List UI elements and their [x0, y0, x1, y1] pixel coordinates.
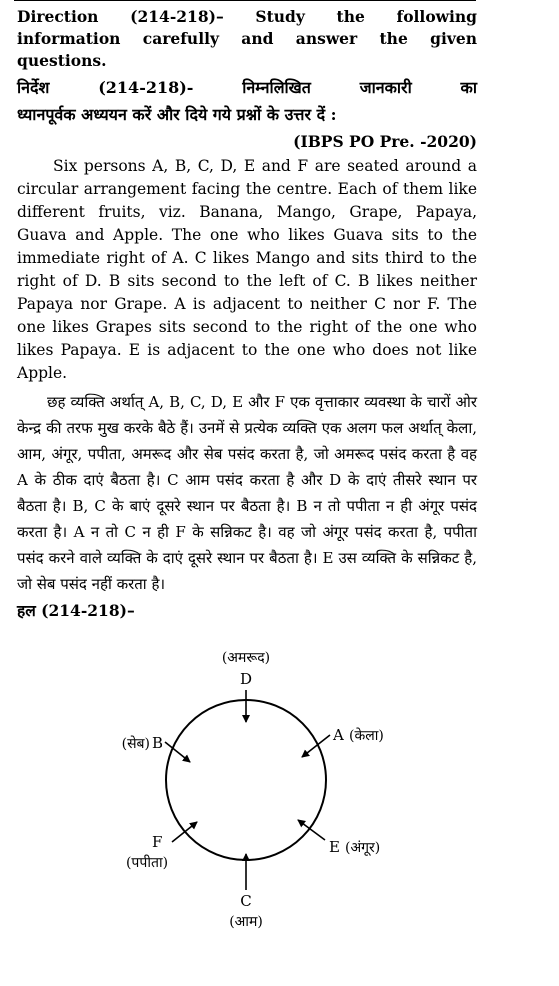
- direction-hindi: [17, 74, 477, 128]
- person-label-d: D: [239, 670, 253, 688]
- fruit-label-f: (पपीता): [125, 855, 169, 871]
- fruit-label-d: (अमरूद): [221, 650, 271, 666]
- person-label-c: C: [240, 892, 252, 910]
- exam-reference: (IBPS PO Pre. -2020): [293, 132, 477, 151]
- direction-word: निम्नलिखित: [242, 78, 311, 97]
- person-label-a: A: [333, 726, 344, 744]
- top-rule: [14, 0, 476, 1]
- direction-word: जानकारी: [359, 78, 412, 97]
- direction-word: the: [336, 7, 365, 26]
- direction-word: (214-218)-: [98, 78, 194, 97]
- fruit-label-e: (अंगूर): [345, 840, 381, 856]
- person-label-f: F: [152, 833, 163, 851]
- solution-heading: हल (214-218)–: [17, 601, 135, 620]
- seating-circle: [166, 700, 326, 860]
- direction-english-line-2: information carefully and answer the given questions.: [17, 29, 477, 70]
- document-page: [17, 6, 477, 622]
- person-label-e: E: [329, 838, 340, 856]
- direction-word: following: [396, 7, 477, 26]
- direction-word: निर्देश: [17, 78, 50, 97]
- direction-hindi-line-2: ध्यानपूर्वक अध्ययन करें और दिये गये प्रश्नों के उत्तर दें :: [17, 105, 337, 124]
- direction-word: Study: [255, 7, 305, 26]
- arrow-a: [302, 735, 330, 757]
- puzzle-paragraph-english: Six persons A, B, C, D, E and F are seated around a circular arrangement facing the centre. Each of them like different fruits, viz. Banana, Mango, Grape, Papaya, Guava and Apple. The one who likes Guava sits to the immediate right of A. C likes Mango and sits third to the right of D. B sits second to the left of C. B likes neither Papaya nor Grape. A is adjacent to neither C nor F. The one likes Grapes sits second to the right of the one who likes Papaya. E is adjacent to the one who does not like Apple.: [17, 157, 477, 382]
- direction-word: का: [460, 78, 477, 97]
- fruit-label-c: (आम): [229, 914, 263, 930]
- direction-word: (214-218)–: [130, 7, 224, 26]
- fruit-label-b: (सेब): [121, 736, 150, 752]
- direction-word: Direction: [17, 7, 99, 26]
- seating-diagram: [0, 640, 559, 940]
- direction-hindi-line-1: [17, 74, 477, 101]
- direction-english: [17, 6, 477, 72]
- fruit-label-a: (केला): [349, 728, 384, 744]
- direction-english-line-1: [17, 6, 477, 28]
- person-label-b: B: [152, 734, 164, 752]
- puzzle-paragraph-hindi: छह व्यक्ति अर्थात् A, B, C, D, E और F एक वृत्ताकार व्यवस्था के चारों ओर केन्द्र की तरफ मुख करके बैठे हैं। उनमें से प्रत्येक व्यक्ति एक अलग फल अर्थात् केला, आम, अंगूर, पपीता, अमरूद और सेब पसंद करता है, जो अमरूद पसंद करता है वह A के ठीक दाएं बैठता है। C आम पसंद करता है और D के दाएं तीसरे स्थान पर बैठता है। B, C के बाएं दूसरे स्थान पर बैठता है। B न तो पपीता न ही अंगूर पसंद करता है। A न तो C न ही F के सन्निकट है। वह जो अंगूर पसंद करता है, पपीता पसंद करने वाले व्यक्ति के दाएं दूसरे स्थान पर बैठता है। E उस व्यक्ति के सन्निकट है, जो सेब पसंद नहीं करता है।: [17, 393, 477, 593]
